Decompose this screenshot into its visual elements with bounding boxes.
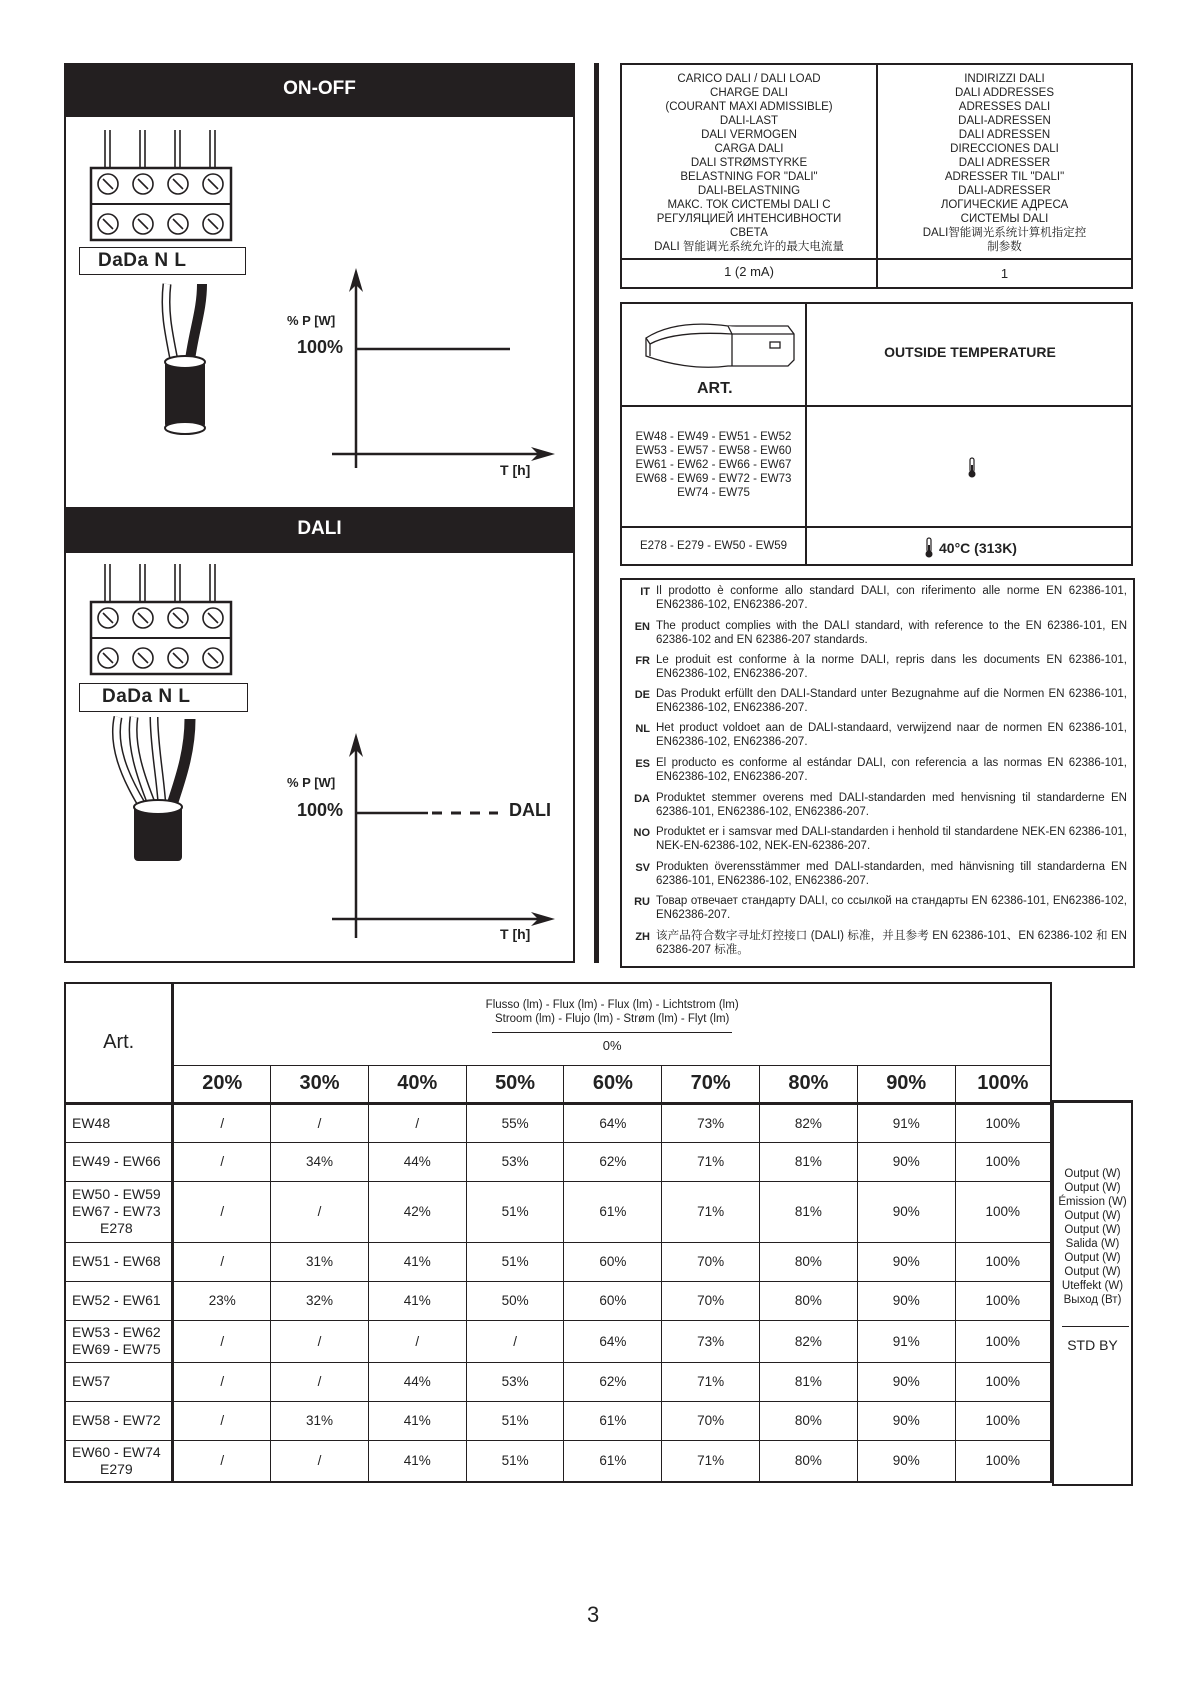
value-cell: /	[173, 1181, 271, 1242]
value-cell: 34%	[271, 1142, 369, 1181]
dali-terminal-label-box	[79, 683, 248, 712]
address-header-line: DALI ADRESSEN	[958, 129, 1051, 141]
dali-level-label: 100%	[297, 800, 344, 820]
lang-code: DE	[634, 689, 650, 701]
lang-code: FR	[635, 655, 650, 667]
art-cell-line: EW52 - EW61	[72, 1292, 161, 1308]
address-header-line: DALI-ADRESSER	[958, 185, 1051, 197]
value-cell: 61%	[564, 1440, 662, 1482]
lang-text: Produktet er i samsvar med DALI-standarden i henhold til standardene NEK-EN 62386-101, NEK-EN-62386-102, NEK-EN-62386-207.	[656, 826, 1127, 852]
value-cell: 71%	[662, 1362, 760, 1401]
flux-title-line-1: Flusso (lm) - Flux (lm) - Flux (lm) - Lichtstrom (lm)	[485, 999, 739, 1011]
art-cell	[65, 1181, 173, 1242]
flux-table	[64, 982, 1052, 1483]
art-cell-line: EW53 - EW62	[72, 1324, 161, 1340]
art-cell	[65, 1142, 173, 1181]
dali-terminal-label: DaDa N L	[102, 686, 191, 707]
outside-temperature-header: OUTSIDE TEMPERATURE	[884, 344, 1056, 360]
dali-header	[64, 507, 575, 553]
art-cell	[65, 1320, 173, 1362]
temp-model-line: EW74 - EW75	[677, 487, 750, 499]
thermometer-icon	[924, 537, 934, 559]
percent-header: 40%	[368, 1065, 466, 1103]
value-cell: 91%	[857, 1103, 955, 1142]
lang-text: El producto es conforme al estándar DALI, con referencia a las normas EN 62386-101, EN62386-102, EN62386-207.	[656, 757, 1127, 783]
temp-row-models	[622, 430, 805, 500]
load-table-row-divider	[620, 258, 1133, 260]
value-cell: 70%	[662, 1401, 760, 1440]
value-cell: 71%	[662, 1181, 760, 1242]
value-cell: 42%	[368, 1181, 466, 1242]
address-header-line: DALI ADDRESSES	[954, 87, 1055, 99]
value-cell: 80%	[760, 1242, 858, 1281]
lang-code: NO	[633, 827, 650, 839]
output-side-box	[1052, 1100, 1133, 1486]
value-cell: 60%	[564, 1281, 662, 1320]
value-cell: 100%	[955, 1320, 1051, 1362]
art-cell-line: EW51 - EW68	[72, 1253, 161, 1269]
load-header-line: (COURANT MAXI ADMISSIBLE)	[665, 101, 833, 113]
lang-text: 该产品符合数字寻址灯控接口 (DALI) 标准，并且参考 EN 62386-101、EN 62386-102 和 EN 62386-207 标准。	[656, 930, 1127, 956]
value-cell: 100%	[955, 1181, 1051, 1242]
output-label: Uteffekt (W)	[1061, 1280, 1124, 1292]
load-header-line: CARICO DALI / DALI LOAD	[677, 73, 821, 85]
lang-code: EN	[634, 621, 650, 633]
value-cell: 51%	[466, 1181, 564, 1242]
lang-code: SV	[635, 862, 650, 874]
art-cell-line: EW57	[72, 1373, 111, 1389]
lang-code: ES	[635, 758, 650, 770]
load-header-line: CARGA DALI	[714, 143, 784, 155]
value-cell: 53%	[466, 1142, 564, 1181]
value-cell: 64%	[564, 1320, 662, 1362]
value-cell: 90%	[857, 1401, 955, 1440]
value-cell: 90%	[857, 1440, 955, 1482]
value-cell: 90%	[857, 1142, 955, 1181]
temp-model-line: E278 - E279 - EW50 - EW59	[639, 540, 787, 552]
lang-code: NL	[635, 723, 650, 735]
value-cell: /	[173, 1401, 271, 1440]
table-row	[65, 1242, 1051, 1281]
output-label: Output (W)	[1064, 1182, 1121, 1194]
value-cell: /	[271, 1103, 369, 1142]
art-cell-line: E279	[100, 1460, 133, 1477]
flux-zero-label: 0%	[602, 1038, 622, 1053]
panel-divider	[594, 63, 599, 963]
address-header-line: DALI ADRESSER	[958, 157, 1051, 169]
luminaire-icon	[638, 316, 798, 378]
flux-title-cell	[173, 983, 1051, 1065]
value-cell: 100%	[955, 1401, 1051, 1440]
value-cell: 61%	[564, 1401, 662, 1440]
address-header-line: ЛОГИЧЕСКИЕ АДРЕСА	[940, 199, 1069, 211]
art-cell	[65, 1242, 173, 1281]
dali-y-label: % P [W]	[287, 775, 336, 790]
onoff-power-chart	[330, 268, 555, 468]
address-header-line: ADRESSES DALI	[958, 101, 1051, 113]
load-header-line: DALI VERMOGEN	[701, 129, 797, 141]
dali-cable-icon	[104, 715, 214, 865]
temp-model-line: EW68 - EW69 - EW72 - EW73	[635, 473, 792, 485]
value-cell: 70%	[662, 1281, 760, 1320]
art-cell	[65, 1362, 173, 1401]
dali-x-label: T [h]	[500, 926, 531, 942]
value-cell: /	[173, 1362, 271, 1401]
value-cell: 44%	[368, 1362, 466, 1401]
temp-model-line: EW61 - EW62 - EW66 - EW67	[635, 459, 792, 471]
flux-header-row	[65, 983, 1051, 1065]
table-row	[65, 1320, 1051, 1362]
dali-power-chart	[330, 733, 555, 938]
value-cell: 41%	[368, 1401, 466, 1440]
percent-header: 20%	[173, 1065, 271, 1103]
lang-code: RU	[634, 896, 650, 908]
value-cell: 90%	[857, 1281, 955, 1320]
value-cell: 100%	[955, 1440, 1051, 1482]
art-cell	[65, 1401, 173, 1440]
load-header-line: СВЕТА	[730, 227, 768, 239]
value-cell: 100%	[955, 1103, 1051, 1142]
onoff-header	[64, 63, 575, 117]
value-cell: 31%	[271, 1242, 369, 1281]
value-cell: 44%	[368, 1142, 466, 1181]
value-cell: 71%	[662, 1142, 760, 1181]
value-cell: 51%	[466, 1401, 564, 1440]
onoff-x-label: T [h]	[500, 462, 531, 478]
output-label: Output (W)	[1064, 1224, 1121, 1236]
address-value: 1	[1000, 266, 1009, 281]
thermometer-icon	[967, 457, 977, 479]
load-header-line: РЕГУЛЯЦИЕЙ ИНТЕНСИВНОСТИ	[656, 213, 842, 225]
std-by-label: STD BY	[1067, 1337, 1118, 1353]
value-cell: 81%	[760, 1142, 858, 1181]
output-label: Output (W)	[1064, 1266, 1121, 1278]
table-row	[65, 1401, 1051, 1440]
value-cell: 50%	[466, 1281, 564, 1320]
value-cell: 55%	[466, 1103, 564, 1142]
value-cell: 60%	[564, 1242, 662, 1281]
art-cell-line: EW58 - EW72	[72, 1412, 161, 1428]
onoff-title: ON-OFF	[283, 78, 356, 99]
value-cell: 82%	[760, 1320, 858, 1362]
output-label: Output (W)	[1064, 1210, 1121, 1222]
art-cell-line: EW48	[72, 1114, 111, 1131]
onoff-terminal-label: DaDa N L	[98, 250, 187, 271]
temp-value: 40°C (313K)	[939, 540, 1017, 556]
load-header-line: CHARGE DALI	[710, 87, 788, 99]
percent-header: 70%	[662, 1065, 760, 1103]
temp-row-models	[622, 539, 805, 553]
lang-text: The product complies with the DALI standard, with reference to the EN 62386-101, EN 62386-102 and EN 62386-207 standards.	[656, 620, 1127, 646]
output-labels	[1054, 1167, 1131, 1307]
load-header-line: DALI-BELASTNING	[697, 185, 801, 197]
value-cell: 73%	[662, 1320, 760, 1362]
value-cell: 100%	[955, 1281, 1051, 1320]
value-cell: 62%	[564, 1142, 662, 1181]
load-header-line: DALI-LAST	[719, 115, 779, 127]
load-value: 1 (2 mA)	[724, 264, 774, 279]
art-cell-line: EW49 - EW66	[72, 1153, 161, 1169]
value-cell: 41%	[368, 1440, 466, 1482]
value-cell: 81%	[760, 1362, 858, 1401]
std-by-rule	[1062, 1326, 1129, 1327]
compliance-list	[620, 578, 1135, 968]
percent-header: 90%	[857, 1065, 955, 1103]
lang-text: Produkten överensstämmer med DALI-standarden, med hänvisning till standarderna EN 62386-101, EN62386-102, EN62386-207.	[656, 861, 1127, 887]
art-cell	[65, 1281, 173, 1320]
value-cell: /	[466, 1320, 564, 1362]
temp-model-line: EW53 - EW57 - EW58 - EW60	[635, 445, 792, 457]
value-cell: 80%	[760, 1440, 858, 1482]
percent-header: 100%	[955, 1065, 1051, 1103]
output-label: Output (W)	[1064, 1252, 1121, 1264]
output-label: Output (W)	[1064, 1168, 1121, 1180]
onoff-terminal-block	[88, 128, 248, 253]
value-cell: 31%	[271, 1401, 369, 1440]
value-cell: 61%	[564, 1181, 662, 1242]
value-cell: 82%	[760, 1103, 858, 1142]
value-cell: /	[368, 1103, 466, 1142]
art-cell	[65, 1440, 173, 1482]
flux-title-rule	[492, 1032, 732, 1033]
value-cell: 41%	[368, 1242, 466, 1281]
value-cell: /	[173, 1103, 271, 1142]
temp-table-row-divider-2	[620, 526, 1133, 528]
address-header-line: DALI-ADRESSEN	[958, 115, 1051, 127]
art-header-label: Art.	[103, 1031, 135, 1054]
table-row	[65, 1281, 1051, 1320]
value-cell: /	[368, 1320, 466, 1362]
value-cell: 100%	[955, 1142, 1051, 1181]
table-row	[65, 1103, 1051, 1142]
art-cell-line: EW67 - EW73	[72, 1203, 161, 1219]
percent-header: 30%	[271, 1065, 369, 1103]
dali-terminal-block	[88, 562, 248, 687]
output-label: Salida (W)	[1065, 1238, 1120, 1250]
percent-header: 80%	[760, 1065, 858, 1103]
value-cell: 90%	[857, 1242, 955, 1281]
table-row	[65, 1440, 1051, 1482]
value-cell: 81%	[760, 1181, 858, 1242]
table-row	[65, 1181, 1051, 1242]
output-label: Выход (Вт)	[1063, 1294, 1122, 1306]
address-header-line: 制参数	[987, 241, 1022, 253]
value-cell: /	[173, 1440, 271, 1482]
value-cell: 51%	[466, 1440, 564, 1482]
value-cell: 100%	[955, 1242, 1051, 1281]
value-cell: 71%	[662, 1440, 760, 1482]
page-number: 3	[587, 1602, 600, 1627]
load-header-cell	[622, 72, 876, 254]
output-label: Émission (W)	[1058, 1196, 1127, 1208]
temp-art-label: ART.	[697, 380, 733, 397]
address-header-line: ADRESSER TIL "DALI"	[944, 171, 1065, 183]
percent-header-row	[65, 1065, 1051, 1103]
value-cell: 100%	[955, 1362, 1051, 1401]
lang-text: Le produit est conforme à la norme DALI, repris dans les documents EN 62386-101, EN62386-102, EN62386-207.	[656, 654, 1127, 680]
lang-text: Il prodotto è conforme allo standard DALI, con riferimento alle norme EN 62386-101, EN62386-102, EN62386-207.	[656, 585, 1127, 611]
temp-model-line: EW48 - EW49 - EW51 - EW52	[635, 431, 792, 443]
value-cell: 51%	[466, 1242, 564, 1281]
lang-code: DA	[634, 793, 650, 805]
value-cell: 41%	[368, 1281, 466, 1320]
value-cell: /	[173, 1242, 271, 1281]
lang-text: Produktet stemmer overens med DALI-standarden med henvisning til standarderne EN 62386-101, EN62386-102, EN62386-207.	[656, 792, 1127, 818]
lang-text: Товар отвечает стандарту DALI, со ссылкой на стандарты EN 62386-101, EN62386-102, EN62386-207.	[656, 895, 1127, 921]
value-cell: /	[173, 1320, 271, 1362]
onoff-cable-icon	[150, 280, 220, 440]
percent-header: 50%	[466, 1065, 564, 1103]
value-cell: 90%	[857, 1181, 955, 1242]
lang-text: Das Produkt erfüllt den DALI-Standard unter Bezugnahme auf die Normen EN 62386-101, EN62386-102, EN62386-207.	[656, 688, 1127, 714]
table-row	[65, 1362, 1051, 1401]
onoff-terminal-label-box	[79, 247, 246, 275]
address-header-line: DIRECCIONES DALI	[950, 143, 1059, 155]
load-header-line: МАКС. ТОК СИСТЕМЫ DALI С	[667, 199, 831, 211]
value-cell: 62%	[564, 1362, 662, 1401]
art-cell	[65, 1103, 173, 1142]
address-header-cell	[878, 72, 1131, 254]
table-row	[65, 1142, 1051, 1181]
flux-title-line-2: Stroom (lm) - Flujo (lm) - Strøm (lm) - Flyt (lm)	[494, 1013, 730, 1025]
value-cell: /	[271, 1320, 369, 1362]
address-header-line: INDIRIZZI DALI	[964, 73, 1045, 85]
value-cell: /	[271, 1440, 369, 1482]
percent-header: 60%	[564, 1065, 662, 1103]
address-header-line: DALI智能调光系统计算机指定控	[922, 227, 1087, 239]
value-cell: 90%	[857, 1362, 955, 1401]
address-header-line: СИСТЕМЫ DALI	[960, 213, 1049, 225]
lang-text: Het product voldoet aan de DALI-standaard, verwijzend naar de normen EN 62386-101, EN62386-102, EN62386-207.	[656, 722, 1127, 748]
temp-table-row-divider-1	[620, 405, 1133, 407]
dali-line-label: DALI	[509, 800, 551, 820]
value-cell: 70%	[662, 1242, 760, 1281]
value-cell: 80%	[760, 1281, 858, 1320]
value-cell: 23%	[173, 1281, 271, 1320]
value-cell: 32%	[271, 1281, 369, 1320]
onoff-y-label: % P [W]	[287, 313, 336, 328]
lang-code: IT	[640, 586, 650, 598]
load-header-line: BELASTNING FOR "DALI"	[680, 171, 818, 183]
value-cell: 64%	[564, 1103, 662, 1142]
onoff-level-label: 100%	[297, 337, 344, 357]
value-cell: 91%	[857, 1320, 955, 1362]
load-header-line: DALI 智能调光系统允许的最大电流量	[654, 241, 844, 253]
lang-code: ZH	[635, 931, 650, 943]
dali-title: DALI	[297, 518, 342, 539]
art-cell-line: EW50 - EW59	[72, 1186, 161, 1202]
art-header-cell	[65, 983, 173, 1103]
art-cell-line: E278	[100, 1220, 133, 1236]
value-cell: 80%	[760, 1401, 858, 1440]
value-cell: 53%	[466, 1362, 564, 1401]
value-cell: /	[173, 1142, 271, 1181]
value-cell: 73%	[662, 1103, 760, 1142]
load-header-line: DALI STRØMSTYRKE	[690, 157, 808, 169]
value-cell: /	[271, 1362, 369, 1401]
value-cell: /	[271, 1181, 369, 1242]
art-cell-line: EW69 - EW75	[72, 1341, 161, 1357]
art-cell-line: EW60 - EW74	[72, 1443, 161, 1460]
